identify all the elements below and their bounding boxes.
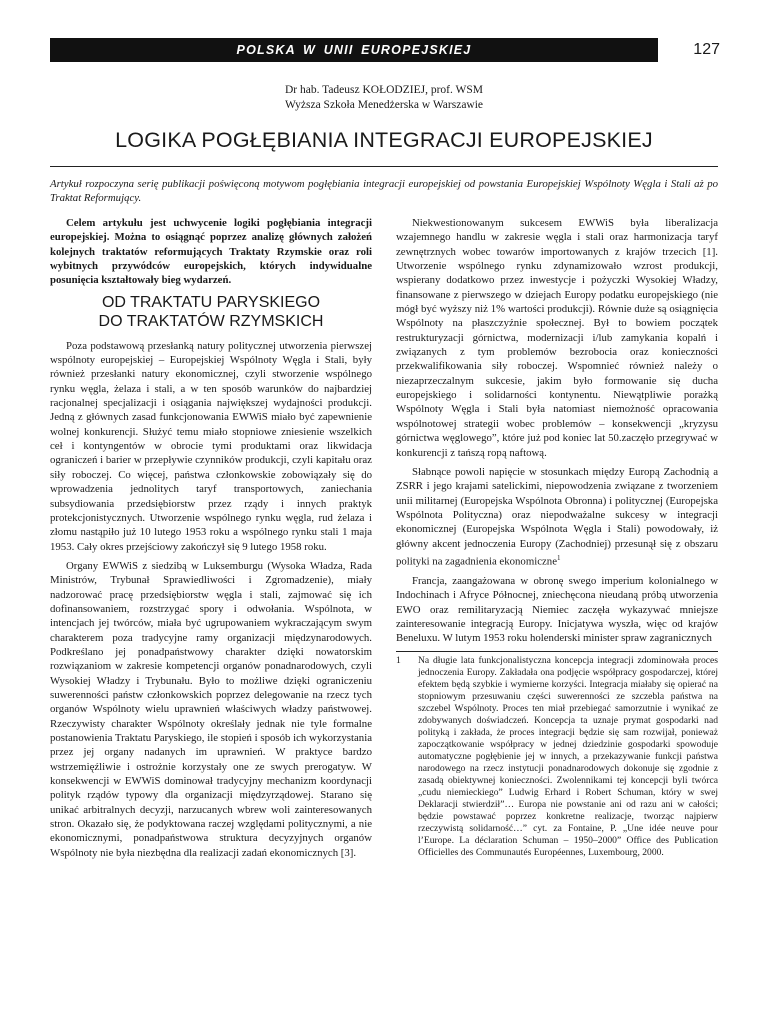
running-header-title: POLSKA W UNII EUROPEJSKIEJ xyxy=(236,43,472,57)
running-header-bar xyxy=(50,38,658,62)
footnote-divider xyxy=(396,651,718,652)
title-divider xyxy=(50,166,718,167)
page-number: 127 xyxy=(693,41,720,58)
left-column xyxy=(50,216,372,865)
section-heading-line-2: DO TRAKTATÓW RZYMSKICH xyxy=(98,312,324,330)
footnote-reference[interactable]: 1 xyxy=(557,553,561,562)
article-abstract: Artykuł rozpoczyna serię publikacji poświęconą motywom pogłębiania integracji europejskiej od powstania Europejskiej Wspólnoty Węgla i Stali aż po Traktat Reformujący. xyxy=(50,178,718,204)
body-paragraph: Francja, zaangażowana w obronę swego imperium kolonialnego w Indochinach i Afryce Północnej, zniechęcona nieudaną próbą utworzenia EWO oraz remilitaryzacją Niemiec zaczęła wykazywać mniejsze zainteresowanie integracją Europy. Inicjatywa wyszła, więc od krajów Beneluxu. W lutym 1953 roku holenderski minister spraw zagranicznych xyxy=(396,574,718,645)
footnote xyxy=(396,655,718,859)
lead-paragraph: Celem artykułu jest uchwycenie logiki pogłębiania integracji europejskiej. Można to osiągnąć poprzez analizę głównych założeń kolejnych traktatów reformujących Traktaty Rzymskie oraz roli wybitnych przywódców europejskich, których indywidualne posunięcia kształtowały bieg wydarzeń. xyxy=(50,217,372,287)
body-paragraph: Poza podstawową przesłanką natury politycznej utworzenia pierwszej wspólnoty europejskiej – Europejskiej Wspólnoty Węgla i Stali, były również przesłanki natury ekonomicznej, czyli stworzenie wspólnego rynku węgla, żelaza i stali, a w ten sposób warunków do najbardziej racjonalnej specjalizacji i osiągania największej wydajności produkcji. Jedną z głównych zasad funkcjonowania EWWiS miało być zapewnienie wolnej konkurencji. Służyć temu miało stopniowe zniesienie wszelkich ceł i kontyngentów w obrocie tymi produktami oraz likwidacja ograniczeń i barier w przepływie czynników produkcji, czyli kapitału oraz siły roboczej. Co więcej, państwa członkowskie zobowiązały się do wprowadzenia jednolitych taryf transportowych, zaniechania subsydiowania przedsiębiorstw przez rządy i innych praktyk protekcjonistycznych. Utworzenie wspólnego rynku węgla, rud żelaza i złomu nastąpiło już 10 lutego 1953 roku a wspólnego rynku stali 1 maja 1953. Cały okres przejściowy zakończył się 9 lutego 1958 roku. xyxy=(50,339,372,553)
section-heading-line-1: OD TRAKTATU PARYSKIEGO xyxy=(101,293,321,311)
right-column xyxy=(396,216,718,859)
footnote-text: Na długie lata funkcjonalistyczna koncepcja integracji zdominowała proces jednoczenia Europy. Zakładała ona podjęcie współpracy gospodarczej, której efektem będą szybkie i wymierne korzyści. Integracja miałaby się opierać na stopniowym przesuwaniu części suwerenności ze szczebla państwa na szczebel Wspólnoty. Proces ten miał przebiegać samorzutnie i wynikać ze zdobywanych doświadczeń. Koncepcja ta uznaje prymat gospodarki nad polityką i zakłada, że proces integracji będzie się sam rozwijał, ponieważ zapoczątkowanie współpracy w jednej dziedzinie gospodarki spowoduje automatyczne pogłębienie jej w innych, a przekazywanie funkcji państwa narodowego na rzecz instytucji ponadnarodowych dokonuje się zgodnie z zasadą obiektywnej konieczności. Zwolennikami tej koncepcji byli twórca „cudu niemieckiego” Ludwig Erhard i Robert Schuman, który w swej Deklaracji stwierdził”… Europa nie powstanie ani od razu ani w całości; będzie powstawać poprzez konkretne realizacje, tworząc najpierw rzeczywistą solidarność…” cyt. za Fontaine, P. „Une idée neuve pour l’Europe. La déclaration Schuman – 1950–2000” Office des Publication Officielles des Communautés Européennes, Luxembourg, 2000. xyxy=(418,654,718,858)
author-name: Dr hab. Tadeusz KOŁODZIEJ, prof. WSM xyxy=(284,84,484,96)
body-paragraph: Niekwestionowanym sukcesem EWWiS była liberalizacja wzajemnego handlu w zakresie węgla i stali oraz harmonizacja taryf zewnętrznych wobec towarów importowanych z krajów trzecich [1]. Utworzenie wspólnego rynku zdynamizowało wzrost produkcji, wspierany dodatkowo przez inwestycje i pożyczki Wysokiej Władzy, finansowane z pierwszego w dziejach Europy podatku europejskiego (nie mógł być wyższy niż 1% wartości produkcji). Równie duże są osiągnięcia Wspólnoty na płaszczyźnie społecznej. Był to bowiem początek restrukturyzacji górnictwa, modernizacji i/lub zamykania kopalń i związanych z tym problemów bezrobocia oraz konieczności przekwalifikowania siły roboczej. Wspomnieć również należy o niezaprzeczalnym sukcesie, jakim było formowanie się ducha europejskiego i solidarności kontynentu. Niewątpliwie porażką Wspólnoty Węgla i Stali była natomiast niemożność opracowania wspólnotowej strategii wobec problemów – konsekwencji „kryzysu górnictwa węglowego”, które już pod koniec lat 50.zaczęło przegrywać w konkurencji z tańszą ropą naftową. xyxy=(396,217,718,459)
body-paragraph-text: Słabnące powoli napięcie w stosunkach między Europą Zachodnią a ZSRR i jego krajami satelickimi, niepowodzenia związane z tworzeniem unii militarnej (Europejska Wspólnota Obronna) i politycznej (Europejska Wspólnota Polityczna) oraz niepodważalne sukcesy w integracji ekonomicznej (Europejska Wspólnota Węgla i Stali) powodowały, iż główny akcent jednoczenia Europy (Zachodniej) przesunął się z obszaru polityki na zagadnienia ekonomiczne xyxy=(396,465,718,568)
footnote-number: 1 xyxy=(396,654,401,666)
body-paragraph: Organy EWWiS z siedzibą w Luksemburgu (Wysoka Władza, Rada Ministrów, Trybunał Sprawiedliwości i Zgromadzenie), miały nadzorować pracę przedsiębiorstw węgla i stali, zajmować się ich dofinansowaniem, rozstrzygać spory i odwołania. Wspólnota, w intencjach jej twórców, miała być ugrupowaniem wykraczającym swym charakterem poza tradycyjne ramy organizacji międzynarodowych. Podkreślano jej ponadpaństwowy charakter dzięki nowatorskim rozwiązaniom w zakresie kompetencji organów ponadnarodowych, czyli Wysokiej Władzy i Trybunału. Było to możliwe dzięki ograniczeniu suwerenności państw członkowskich poprzez delegowanie na rzecz tych organów Wspólnoty wielu uprawnień właściwych władzy państwowej. Rzeczywisty charakter Wspólnoty określały jednak nie tyle formalne postanowienia Traktatu Paryskiego, ile stopień i sposób ich wykorzystania przez jej organy nadanych im uprawnień. W praktyce bardzo wstrzemięźliwie i ostrożnie korzystały one ze swych prerogatyw. W konsekwencji w EWWiS dominował tradycyjny mechanizm koordynacji polityk rządów typowy dla organizacji międzyrządowej. Starano się unikać arbitralnych decyzji, narzucanych wbrew woli zainteresowanych stron. Okazało się, że podyktowana raczej względami politycznymi, a nie ekonomicznymi, ponadpaństwowa struktura decyzyjnych organów Wspólnoty nie była niezbędna dla realizacji zadań ekonomicznych [3]. xyxy=(50,559,372,859)
section-heading xyxy=(50,293,372,331)
author-affiliation: Wyższa Szkoła Menedżerska w Warszawie xyxy=(284,99,484,111)
body-paragraph-with-footnote xyxy=(396,465,718,569)
article-title: LOGIKA POGŁĘBIANIA INTEGRACJI EUROPEJSKIEJ xyxy=(115,128,653,152)
